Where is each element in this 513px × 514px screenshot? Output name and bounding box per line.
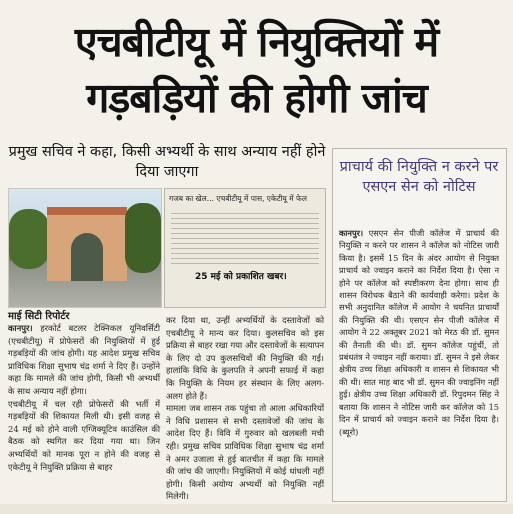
column-1-text: हरकोर्ट बटलर टेक्निकल यूनिवर्सिटी (एचबीटीयू) में प्रोफेसरों की नियुक्तियों में हुई गड़बड़ियों की जांच होगी। यह आदेश प्रमुख सचिव प्राविधिक शिक्षा सुभाष चंद्र शर्मा ने दिए हैं। उन्होंने कहा कि मामले की जांच होगी, किसी भी अभ्यर्थी के साथ अन्याय नहीं होगा। [8, 323, 160, 396]
headline-line-2: गड़बड़ियों की होगी जांच [86, 74, 427, 122]
article-column-2 [166, 314, 324, 503]
dateline: कानपुर। [8, 323, 33, 333]
article-column-1 [8, 322, 160, 473]
tree-shape [125, 203, 161, 273]
clipping-title: गजब का खेल... एचबीटीयू में पास, एकेटीयू में फेल [169, 194, 307, 203]
column-2-text-2: मामला जब शासन तक पहुंचा तो आला अधिकारियों ने विधि प्रशासन से सभी दस्तावेजों की जांच के आदेश दिए हैं। विवि में गुरुवार को खलबली मची रही। प्रमुख सचिव प्राविधिक शिक्षा सुभाष चंद्र शर्मा ने अमर उजाला से हुई बातचीत में कहा कि मामले की जांच की जाएगी। नियुक्तियों में कोई धांधली नहीं होगी। किसी अयोग्य अभ्यर्थी को नियुक्ति नहीं मिलेगी। [166, 403, 324, 502]
previous-news-clipping [164, 188, 326, 308]
page-bottom-strip [0, 504, 513, 514]
tree-shape [9, 209, 49, 269]
clipping-text-lines [171, 209, 319, 265]
column-1-text-2: एचबीटीयू में चल रही प्रोफेसरों की भर्ती में गड़बड़ियों की शिकायत मिली थी। इसी वजह से 24 मई को होने वाली एग्जिक्यूटिव काउंसिल की बैठक को स्थगित कर दिया गया था। जिन अभ्यर्थियों को मानक पूरा न होने की वजह से एकेटीयू ने नियुक्ति प्रक्रिया से बाहर [8, 398, 160, 472]
subheadline: प्रमुख सचिव ने कहा, किसी अभ्यर्थी के साथ अन्याय नहीं होने दिया जाएगा [8, 144, 326, 180]
university-gate-photo [8, 188, 162, 308]
sidebar-text: एसएन सेन पीजी कॉलेज में प्राचार्य की नियुक्ति न करने पर शासन ने कॉलेज को नोटिस जारी किया है। इसमें 15 दिन के अंदर आयोग से नियुक्त प्राचार्य को ज्वाइन कराने का निर्देश दिया है। ऐसा न होने पर कॉलेज को स्पष्टीकरण देना होगा। साथ ही शासन विरोधक बैठाने की कार्यवाही करेगा। प्रदेश के सभी अनुदानित कॉलेज में आयोग ने चयनित प्राचार्यों की नियुक्ति की थी। एसएन सेन पीजी कॉलेज में आयोग ने 22 अक्तूबर 2021 को मेरठ की डॉ. सुमन की तैनाती की थी। डॉ. सुमन कॉलेज पहुंचीं, तो प्रबंधतंत्र ने ज्वाइन नहीं कराया। डॉ. सुमन ने इसे लेकर क्षेत्रीय उच्च शिक्षा अधिकारी व शासन से शिकायत भी की थी। सात माह बाद भी डॉ. सुमन की ज्वाइनिंग नहीं हुई। क्षेत्रीय उच्च शिक्षा अधिकारी डॉ. रिपुदमन सिंह ने बताया कि शासन ने नोटिस जारी कर कॉलेज को 15 दिन में प्राचार्य को ज्वाइन कराने का निर्देश दिया है। (ब्यूरो) [339, 228, 499, 437]
headline-line-1: एचबीटीयू में नियुक्तियों में [74, 18, 439, 66]
sidebar-dateline: कानपुर। [339, 228, 364, 238]
column-2-text: कर दिया था, उन्हीं अभ्यर्थियों के दस्तावेजों को एचबीटीयू ने मान्य कर दिया। कुलसचिव को इस प्रक्रिया से बाहर रखा गया और दस्तावेजों के सत्यापन के लिए दो उप कुलसचिवों की नियुक्ति की गई। हालांकि विधि के कुलपति ने अपनी सफाई में कहा कि नियुक्ति के नियम हर संस्थान के लिए अलग-अलग होते हैं। [166, 315, 324, 401]
sidebar-body [339, 227, 499, 438]
sidebar-story [332, 148, 507, 502]
sidebar-title: प्राचार्य की नियुक्ति न करने पर एसएन सेन को नोटिस [339, 159, 499, 195]
gate-arch [47, 207, 127, 281]
clipping-date-label: 25 मई को प्रकाशित खबर। [195, 272, 287, 282]
byline: माई सिटी रिपोर्टर [8, 311, 70, 322]
